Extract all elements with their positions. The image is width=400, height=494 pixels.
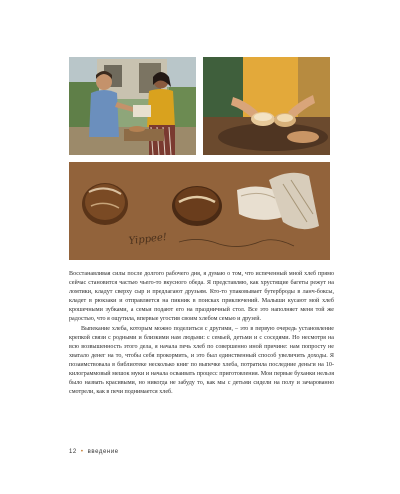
page-footer (69, 449, 119, 455)
section-name: введение (87, 449, 119, 455)
hands-breaking-bread-photo (203, 57, 330, 155)
loaves-on-paper-photo (69, 162, 330, 260)
footer-separator: • (80, 449, 84, 455)
page-number: 12 (69, 449, 77, 455)
paragraph-2: Выпекание хлеба, которым можно поделиться с другими, – это в первую очередь установление крепкой связи с родными и близкими нам людьми: с семьей, детьми и с соседями. Но несмотря на всю возвышенность этого дела, я начала печь хлеб по совершенно иной причине: нам попросту не хватало денег на то, чтобы себя прокормить, и это был единственный способ увеличить доходы. Я позаимствовала в библиотеке несколько книг по выпечке хлеба, потратила последние деньги на 10-килограммовый мешок муки и начала осваивать процесс приготовления. Мои первые буханки нельзя было назвать красивыми, но никогда не забуду то, как мы с детьми сидели на полу и зачарованно смотрели, как в печи поднимается хлеб. (69, 325, 334, 396)
market-conversation-photo (69, 57, 196, 155)
paragraph-1: Восстанавливая силы после долгого рабочего дня, я думаю о том, что испеченный мной хлеб прямо сейчас становится частью чьего-то вкусного обеда. Я представляю, как хрустящие багеты режут на ломтики, кладут сверху сыр и предлагают друзьям. Кто-то упаковывает бутерброды в ланч-боксы, кладет в рюкзаки и отправляется на пикник в поисках приключений. Малыши кусают мой хлеб крошечными зубками, а семьи подают его на праздничный стол. Все это наполняет меня той же радостью, что я ощутила, впервые угостив своим хлебом семью и друзей. (69, 271, 334, 323)
body-text (69, 270, 334, 397)
svg-text:Yippee!: Yippee! (128, 232, 168, 247)
